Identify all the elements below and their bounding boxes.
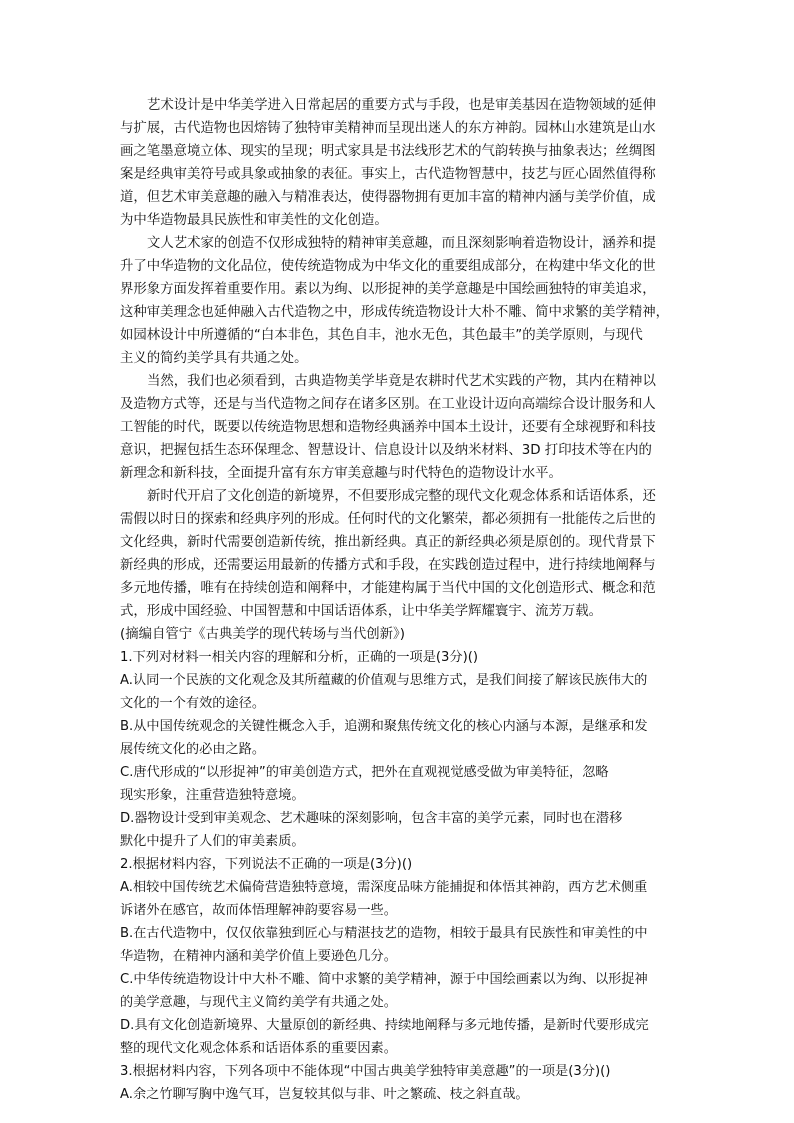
source-citation: (摘编自管宁《古典美学的现代转场与当代创新》) bbox=[120, 627, 405, 642]
paragraph-1-line-4: 案是经典审美符号或具象或抽象的表征。事实上，古代造物智慧中，技艺与匠心固然值得称 bbox=[120, 167, 656, 182]
paragraph-3-line-3: 工智能的时代，既要以传统造物思想和造物经典涵养中国本土设计，还要有全球视野和科技 bbox=[120, 420, 656, 435]
question-2-option-b-line-2: 华造物，在精神内涵和美学价值上要逊色几分。 bbox=[120, 949, 397, 964]
paragraph-4-line-5: 多元地传播，唯有在持续创造和阐释中，才能建构属于当代中国的文化创造形式、概念和范 bbox=[120, 581, 656, 596]
question-1-stem: 1.下列对材料一相关内容的理解和分析，正确的一项是(3分)() bbox=[120, 650, 479, 665]
paragraph-4-line-4: 新经典的形成，还需要运用最新的传播方式和手段，在实践创造过程中，进行持续地阐释与 bbox=[120, 558, 656, 573]
paragraph-3-line-4: 意识，把握包括生态环保理念、智慧设计、信息设计以及纳米材料、3D 打印技术等在内的 bbox=[120, 443, 652, 458]
paragraph-4-line-3: 文化经典，新时代需要创造新传统，推出新经典。真正的新经典必须是原创的。现代背景下 bbox=[120, 535, 656, 550]
paragraph-1-line-1: 艺术设计是中华美学进入日常起居的重要方式与手段，也是审美基因在造物领域的延伸 bbox=[147, 98, 656, 113]
paragraph-3-line-5: 新理念和新科技，全面提升富有东方审美意趣与时代特色的造物设计水平。 bbox=[120, 466, 562, 481]
paragraph-1-line-6: 为中华造物最具民族性和审美性的文化创造。 bbox=[120, 213, 388, 228]
question-3-stem: 3.根据材料内容，下列各项中不能体现“中国古典美学独特审美意趣”的一项是(3分)() bbox=[120, 1064, 611, 1079]
paragraph-1-line-3: 画之笔墨意境立体、现实的呈现；明式家具是书法线形艺术的气韵转换与抽象表达；丝绸图 bbox=[120, 144, 656, 159]
paragraph-3-line-2: 及造物方式等，还是与当代造物之间存在诸多区别。在工业设计迈向高端综合设计服务和人 bbox=[120, 397, 656, 412]
question-2-option-c-line-2: 的美学意趣，与现代主义简约美学有共通之处。 bbox=[120, 995, 397, 1010]
paragraph-4-line-6: 式，形成中国经验、中国智慧和中国话语体系，让中华美学辉耀寰宇、流芳万载。 bbox=[120, 604, 603, 619]
paragraph-2-line-6: 主义的简约美学具有共通之处。 bbox=[120, 351, 308, 366]
paragraph-4-line-1: 新时代开启了文化创造的新境界，不但要形成完整的现代文化观念体系和话语体系，还 bbox=[147, 489, 656, 504]
question-1-option-c-line-2: 现实形象，注重营造独特意境。 bbox=[120, 788, 305, 803]
paragraph-2-line-1: 文人艺术家的创造不仅形成独特的精神审美意趣，而且深刻影响着造物设计，涵养和提 bbox=[147, 236, 656, 251]
question-3-option-a-line-1: A.余之竹聊写胸中逸气耳，岂复较其似与非、叶之繁疏、枝之斜直哉。 bbox=[120, 1087, 529, 1102]
question-1-option-a-line-2: 文化的一个有效的途径。 bbox=[120, 696, 266, 711]
paragraph-2-line-5: 如园林设计中所遵循的“白本非色，其色自丰，池水无色，其色最丰”的美学原则，与现代 bbox=[120, 328, 643, 343]
paragraph-2-line-2: 升了中华造物的文化品位，使传统造物成为中华文化的重要组成部分，在构建中华文化的世 bbox=[120, 259, 656, 274]
paragraph-1-line-2: 与扩展，古代造物也因熔铸了独特审美精神而呈现出迷人的东方神韵。园林山水建筑是山水 bbox=[120, 121, 656, 136]
question-1-option-d-line-2: 默化中提升了人们的审美素质。 bbox=[120, 834, 305, 849]
question-2-option-d-line-1: D.具有文化创造新境界、大量原创的新经典、持续地阐释与多元地传播，是新时代要形成完 bbox=[120, 1018, 649, 1033]
question-1-option-d-line-1: D.器物设计受到审美观念、艺术趣味的深刻影响，包含丰富的美学元素，同时也在潜移 bbox=[120, 811, 623, 826]
question-2-option-d-line-2: 整的现代文化观念体系和话语体系的重要因素。 bbox=[120, 1041, 397, 1056]
document-page bbox=[120, 94, 676, 1106]
paragraph-4-line-2: 需假以时日的探索和经典序列的形成。任何时代的文化繁荣，都必须拥有一批能传之后世的 bbox=[120, 512, 656, 527]
question-2-option-a-line-2: 诉诸外在感官，故而体悟理解神韵要容易一些。 bbox=[120, 903, 397, 918]
question-2-option-a-line-1: A.相较中国传统艺术偏倚营造独特意境，需深度品味方能捕捉和体悟其神韵，西方艺术侧重 bbox=[120, 880, 648, 895]
paragraph-3-line-1: 当然，我们也必须看到，古典造物美学毕竟是农耕时代艺术实践的产物，其内在精神以 bbox=[147, 374, 656, 389]
question-2-stem: 2.根据材料内容，下列说法不正确的一项是(3分)() bbox=[120, 857, 413, 872]
paragraph-1-line-5: 道，但艺术审美意趣的融入与精准表达，使得器物拥有更加丰富的精神内涵与美学价值，成 bbox=[120, 190, 656, 205]
question-1-option-a-line-1: A.认同一个民族的文化观念及其所蕴藏的价值观与思维方式，是我们间接了解该民族伟大的 bbox=[120, 673, 648, 688]
question-1-option-c-line-1: C.唐代形成的“以形捉神”的审美创造方式，把外在直观视觉感受做为审美特征，忽略 bbox=[120, 765, 609, 780]
paragraph-2-line-3: 界形象方面发挥着重要作用。素以为绚、以形捉神的美学意趣是中国绘画独特的审美追求， bbox=[120, 282, 656, 297]
paragraph-2-line-4: 这种审美理念也延伸融入古代造物之中，形成传统造物设计大朴不雕、简中求繁的美学精神， bbox=[120, 305, 670, 320]
question-1-option-b-line-1: B.从中国传统观念的关键性概念入手，追溯和聚焦传统文化的核心内涵与本源，是继承和发 bbox=[120, 719, 648, 734]
question-1-option-b-line-2: 展传统文化的必由之路。 bbox=[120, 742, 266, 757]
question-2-option-c-line-1: C.中华传统造物设计中大朴不雕、简中求繁的美学精神，源于中国绘画素以为绚、以形捉神 bbox=[120, 972, 648, 987]
question-2-option-b-line-1: B.在古代造物中，仅仅依靠独到匠心与精湛技艺的造物，相较于最具有民族性和审美性的中 bbox=[120, 926, 648, 941]
